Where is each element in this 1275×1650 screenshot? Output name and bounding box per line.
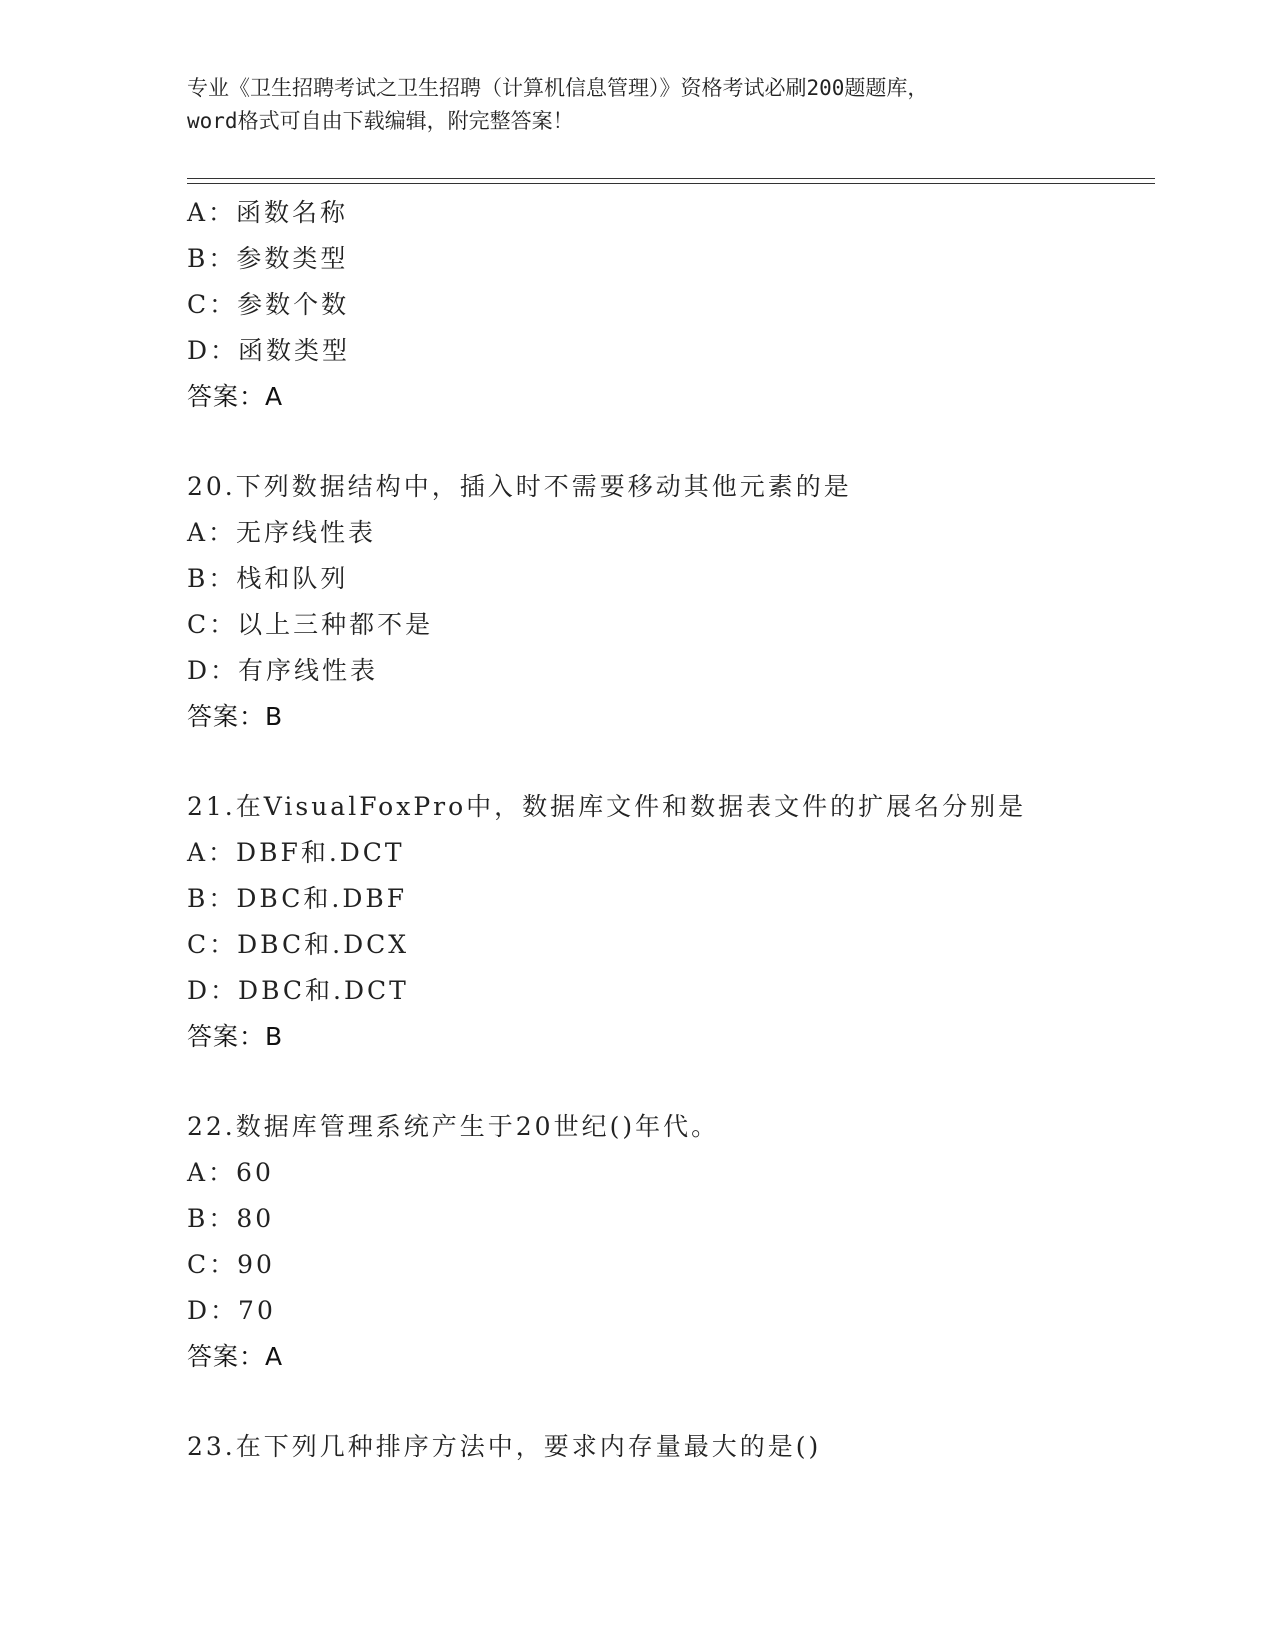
spacer: [187, 1060, 1147, 1104]
header-title-line-1: 专业《卫生招聘考试之卫生招聘（计算机信息管理）》资格考试必刷200题题库，: [187, 76, 929, 100]
document-header: [187, 72, 1087, 138]
option-d: D：函数类型: [187, 336, 351, 365]
option-d: D：DBC和.DCT: [187, 976, 409, 1005]
question-19-block: [187, 190, 1147, 420]
option-a: A：DBF和.DCT: [187, 838, 405, 867]
option-d: D：70: [187, 1296, 276, 1325]
header-divider-bottom: [187, 183, 1155, 184]
question-text: 20.下列数据结构中，插入时不需要移动其他元素的是: [187, 472, 852, 501]
answer-line: 答案：B: [187, 1022, 284, 1051]
option-a: A：函数名称: [187, 198, 349, 227]
question-23-block: [187, 1424, 1147, 1470]
spacer: [187, 740, 1147, 784]
answer-line: 答案：A: [187, 1342, 284, 1371]
option-b: B：栈和队列: [187, 564, 349, 593]
option-d: D：有序线性表: [187, 656, 379, 685]
question-21-block: [187, 784, 1147, 1060]
spacer: [187, 1380, 1147, 1424]
option-c: C：参数个数: [187, 290, 350, 319]
spacer: [187, 420, 1147, 464]
header-title-line-2: word格式可自由下载编辑，附完整答案！: [187, 109, 574, 133]
question-text: 21.在VisualFoxPro中，数据库文件和数据表文件的扩展名分别是: [187, 792, 1027, 821]
header-divider-top: [187, 178, 1155, 179]
question-20-block: [187, 464, 1147, 740]
question-text: 22.数据库管理系统产生于20世纪()年代。: [187, 1112, 720, 1141]
question-text: 23.在下列几种排序方法中，要求内存量最大的是(): [187, 1432, 822, 1461]
option-b: B：参数类型: [187, 244, 349, 273]
answer-line: 答案：A: [187, 382, 284, 411]
question-22-block: [187, 1104, 1147, 1380]
option-c: C：以上三种都不是: [187, 610, 434, 639]
option-b: B：DBC和.DBF: [187, 884, 408, 913]
question-list: [187, 190, 1147, 1470]
option-a: A：60: [187, 1158, 274, 1187]
option-a: A：无序线性表: [187, 518, 377, 547]
option-c: C：90: [187, 1250, 275, 1279]
option-b: B：80: [187, 1204, 275, 1233]
option-c: C：DBC和.DCX: [187, 930, 410, 959]
answer-line: 答案：B: [187, 702, 284, 731]
